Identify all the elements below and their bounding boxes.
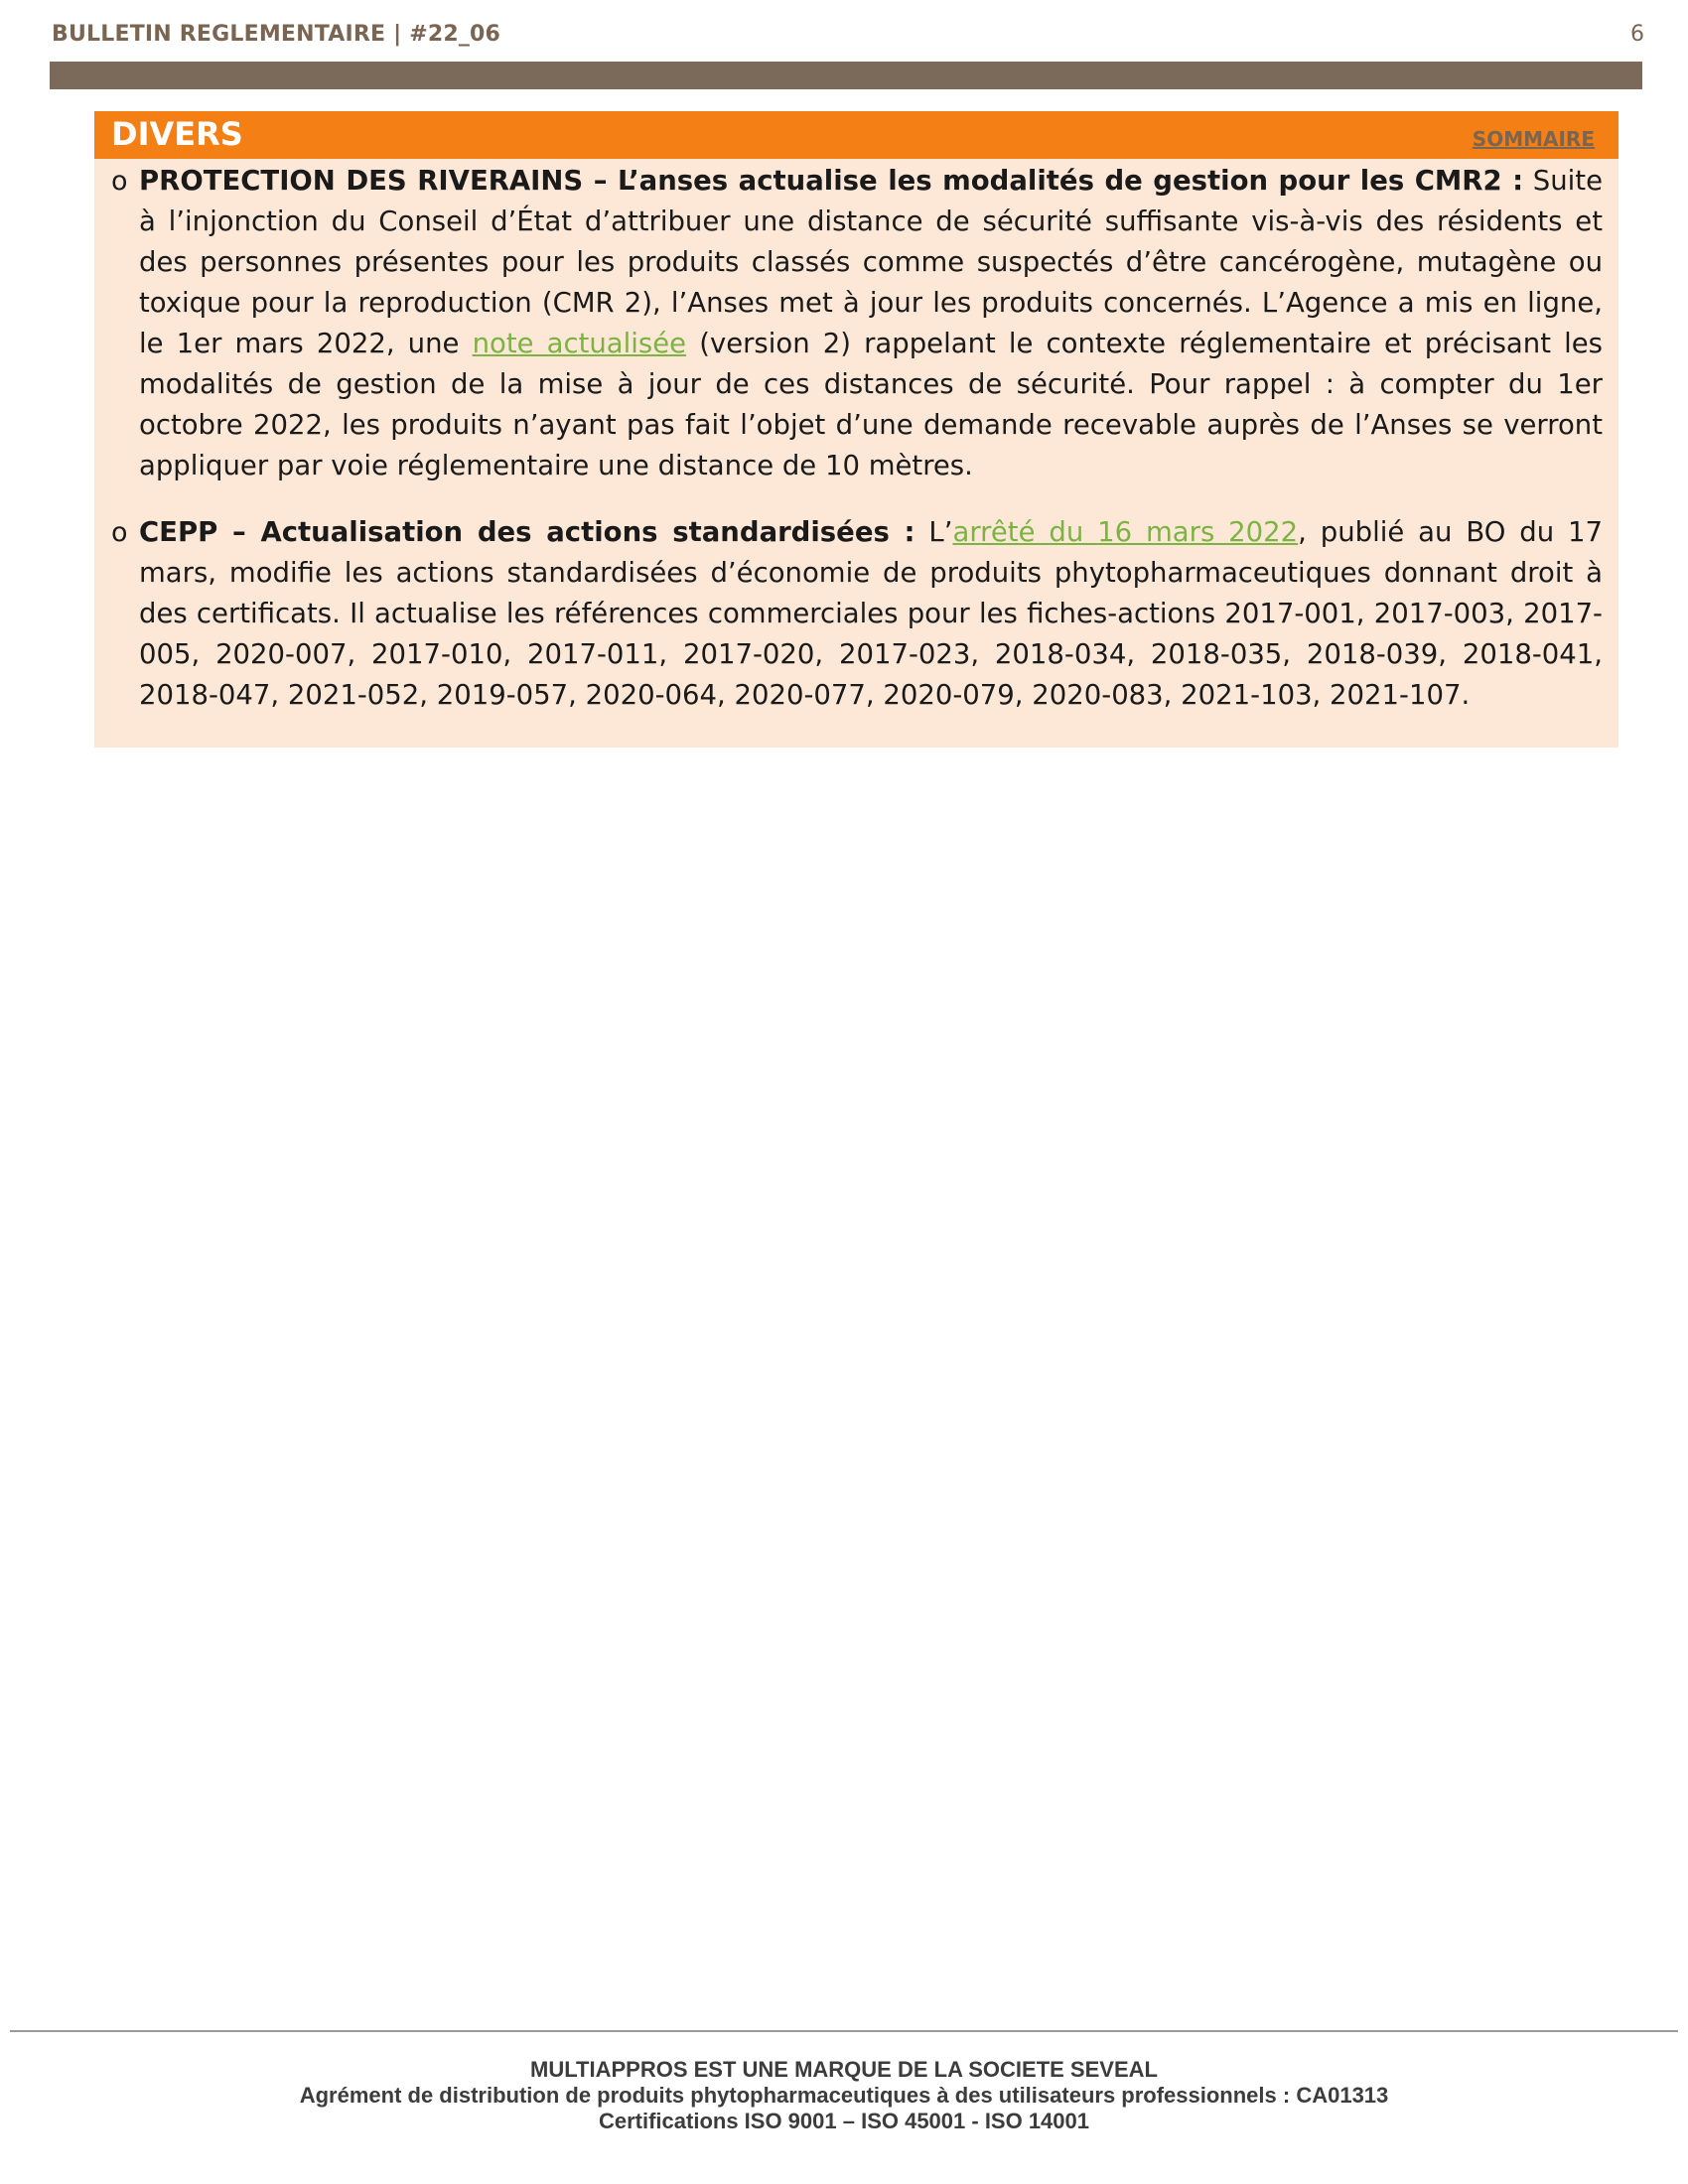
sommaire-link[interactable]: SOMMAIRE [1472, 127, 1595, 151]
section-title: DIVERS [111, 115, 243, 153]
item-title: CEPP – Actualisation des actions standardisées : [139, 516, 915, 548]
footer-line-brand: MULTIAPPROS EST UNE MARQUE DE LA SOCIETE SEVEAL [530, 2057, 1158, 2082]
bullet-icon: o [111, 166, 128, 197]
bulletin-title: BULLETIN REGLEMENTAIRE | #22_06 [52, 22, 501, 47]
item-text: Suite à l’injonction du Conseil d’État d’attribuer une distance de sécurité suffisante vis-à-vis des résidents et des personnes présentes pour les produits classés comme suspectés d’être cancérogène, mutagène ou toxique pour la reproduction (CMR 2), l’Anses met à jour les produits concernés. L’Agence a mis en ligne, le 1er mars 2022, une [139, 165, 1603, 359]
item-text: (version 2) rappelant le contexte réglementaire et précisant les modalités de gestion de la mise à jour de ces distances de sécurité. Pour rappel : à compter du 1er octobre 2022, les produits n’ayant pas fait l’objet d’une demande recevable auprès de l’Anses se verront appliquer par voie réglementaire une distance de 10 mètres. [139, 328, 1603, 481]
news-item-protection-riverains [94, 161, 1618, 486]
header-bar [50, 62, 1642, 89]
page-number: 6 [1630, 22, 1644, 47]
section-header [94, 111, 1618, 159]
footer [0, 2057, 1688, 2134]
footer-divider [10, 2030, 1678, 2032]
item-text: L’ [914, 516, 953, 548]
item-text: , publié au BO du 17 mars, modifie les actions standardisées d’économie de produits phytopharmaceutiques donnant droit à des certificats. Il actualise les références commerciales pour les fiches-actions 2017-001, 2017-003, 2017-005, 2020-007, 2017-010, 2017-011, 2017-020, 2017-023, 2018-034, 2018-035, 2018-039, 2018-041, 2018-047, 2021-052, 2019-057, 2020-064, 2020-077, 2020-079, 2020-083, 2021-103, 2021-107. [139, 516, 1603, 711]
footer-line-agrement: Agrément de distribution de produits phytopharmaceutiques à des utilisateurs professionnels : CA01313 [299, 2083, 1389, 2108]
arrete-link[interactable]: arrêté du 16 mars 2022 [952, 516, 1299, 548]
news-item-cepp [94, 512, 1618, 716]
note-actualisee-link[interactable]: note actualisée [472, 328, 687, 359]
footer-line-certifications: Certifications ISO 9001 – ISO 45001 - ISO 14001 [598, 2109, 1090, 2133]
bullet-icon: o [111, 517, 128, 548]
item-title: PROTECTION DES RIVERAINS – L’anses actualise les modalités de gestion pour les CMR2 : [139, 165, 1524, 197]
divers-section [94, 111, 1618, 748]
